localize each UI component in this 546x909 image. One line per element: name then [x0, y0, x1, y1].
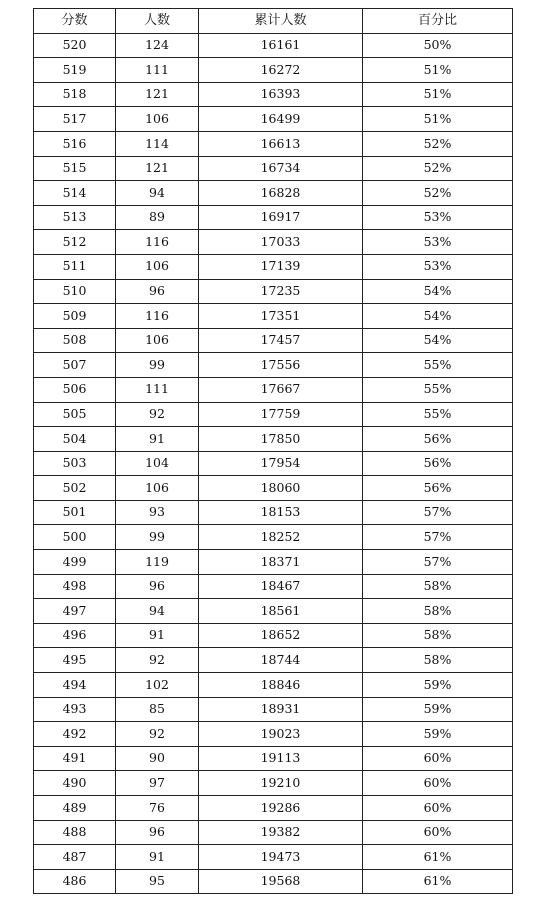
- cell-percent: 56%: [363, 476, 513, 501]
- table-row: [34, 722, 513, 747]
- cell-cumulative: 19210: [199, 771, 363, 796]
- cell-score: 503: [34, 451, 116, 476]
- table-row: [34, 869, 513, 894]
- cell-score: 494: [34, 673, 116, 698]
- cell-cumulative: 18652: [199, 623, 363, 648]
- cell-count: 94: [116, 181, 199, 206]
- cell-score: 514: [34, 181, 116, 206]
- cell-cumulative: 19473: [199, 845, 363, 870]
- cell-score: 502: [34, 476, 116, 501]
- cell-percent: 58%: [363, 648, 513, 673]
- cell-score: 512: [34, 230, 116, 255]
- cell-count: 111: [116, 58, 199, 83]
- header-cumulative: 累计人数: [199, 9, 363, 34]
- cell-percent: 58%: [363, 599, 513, 624]
- cell-cumulative: 17351: [199, 304, 363, 329]
- cell-percent: 59%: [363, 673, 513, 698]
- cell-percent: 58%: [363, 574, 513, 599]
- cell-count: 96: [116, 279, 199, 304]
- cell-score: 497: [34, 599, 116, 624]
- cell-percent: 57%: [363, 500, 513, 525]
- cell-count: 99: [116, 353, 199, 378]
- table-row: [34, 131, 513, 156]
- cell-score: 491: [34, 746, 116, 771]
- table-row: [34, 525, 513, 550]
- cell-score: 509: [34, 304, 116, 329]
- table-row: [34, 820, 513, 845]
- table-row: [34, 377, 513, 402]
- cell-cumulative: 17139: [199, 254, 363, 279]
- cell-score: 506: [34, 377, 116, 402]
- cell-cumulative: 16613: [199, 131, 363, 156]
- table-row: [34, 33, 513, 58]
- cell-score: 507: [34, 353, 116, 378]
- table-row: [34, 304, 513, 329]
- cell-cumulative: 18060: [199, 476, 363, 501]
- cell-cumulative: 19113: [199, 746, 363, 771]
- table-row: [34, 771, 513, 796]
- cell-score: 504: [34, 427, 116, 452]
- cell-score: 520: [34, 33, 116, 58]
- cell-percent: 54%: [363, 279, 513, 304]
- cell-count: 90: [116, 746, 199, 771]
- cell-percent: 52%: [363, 181, 513, 206]
- cell-count: 92: [116, 402, 199, 427]
- table-row: [34, 574, 513, 599]
- cell-cumulative: 16917: [199, 205, 363, 230]
- cell-count: 106: [116, 476, 199, 501]
- cell-score: 513: [34, 205, 116, 230]
- cell-percent: 55%: [363, 353, 513, 378]
- cell-count: 124: [116, 33, 199, 58]
- cell-score: 501: [34, 500, 116, 525]
- cell-percent: 53%: [363, 230, 513, 255]
- cell-cumulative: 17850: [199, 427, 363, 452]
- cell-percent: 52%: [363, 156, 513, 181]
- table-row: [34, 82, 513, 107]
- cell-percent: 50%: [363, 33, 513, 58]
- cell-cumulative: 16828: [199, 181, 363, 206]
- cell-score: 508: [34, 328, 116, 353]
- table-row: [34, 58, 513, 83]
- cell-count: 91: [116, 845, 199, 870]
- cell-score: 519: [34, 58, 116, 83]
- header-percent: 百分比: [363, 9, 513, 34]
- cell-percent: 51%: [363, 107, 513, 132]
- cell-score: 498: [34, 574, 116, 599]
- cell-percent: 55%: [363, 377, 513, 402]
- cell-score: 486: [34, 869, 116, 894]
- cell-count: 94: [116, 599, 199, 624]
- table-row: [34, 648, 513, 673]
- table-row: [34, 230, 513, 255]
- cell-cumulative: 16393: [199, 82, 363, 107]
- cell-cumulative: 18931: [199, 697, 363, 722]
- cell-count: 99: [116, 525, 199, 550]
- cell-percent: 51%: [363, 82, 513, 107]
- cell-cumulative: 18371: [199, 550, 363, 575]
- cell-score: 495: [34, 648, 116, 673]
- table-row: [34, 796, 513, 821]
- cell-percent: 52%: [363, 131, 513, 156]
- cell-percent: 57%: [363, 550, 513, 575]
- cell-percent: 61%: [363, 869, 513, 894]
- cell-score: 517: [34, 107, 116, 132]
- table-row: [34, 599, 513, 624]
- cell-count: 111: [116, 377, 199, 402]
- cell-percent: 55%: [363, 402, 513, 427]
- cell-cumulative: 16734: [199, 156, 363, 181]
- cell-cumulative: 17033: [199, 230, 363, 255]
- cell-count: 92: [116, 722, 199, 747]
- cell-score: 488: [34, 820, 116, 845]
- cell-percent: 57%: [363, 525, 513, 550]
- cell-percent: 53%: [363, 254, 513, 279]
- cell-score: 492: [34, 722, 116, 747]
- cell-percent: 60%: [363, 820, 513, 845]
- cell-count: 91: [116, 623, 199, 648]
- cell-percent: 56%: [363, 451, 513, 476]
- table-row: [34, 254, 513, 279]
- cell-cumulative: 19023: [199, 722, 363, 747]
- cell-score: 500: [34, 525, 116, 550]
- cell-count: 121: [116, 82, 199, 107]
- header-count: 人数: [116, 9, 199, 34]
- cell-count: 102: [116, 673, 199, 698]
- cell-cumulative: 17235: [199, 279, 363, 304]
- cell-score: 505: [34, 402, 116, 427]
- cell-percent: 60%: [363, 771, 513, 796]
- cell-count: 76: [116, 796, 199, 821]
- cell-cumulative: 18744: [199, 648, 363, 673]
- cell-count: 121: [116, 156, 199, 181]
- table-row: [34, 623, 513, 648]
- cell-count: 106: [116, 254, 199, 279]
- table-row: [34, 697, 513, 722]
- cell-percent: 54%: [363, 304, 513, 329]
- cell-count: 106: [116, 328, 199, 353]
- cell-percent: 60%: [363, 796, 513, 821]
- cell-percent: 60%: [363, 746, 513, 771]
- cell-cumulative: 18467: [199, 574, 363, 599]
- table-row: [34, 205, 513, 230]
- cell-percent: 58%: [363, 623, 513, 648]
- cell-count: 93: [116, 500, 199, 525]
- cell-cumulative: 18561: [199, 599, 363, 624]
- cell-count: 119: [116, 550, 199, 575]
- cell-count: 116: [116, 230, 199, 255]
- cell-score: 493: [34, 697, 116, 722]
- cell-score: 489: [34, 796, 116, 821]
- table-row: [34, 328, 513, 353]
- cell-count: 96: [116, 820, 199, 845]
- cell-cumulative: 17457: [199, 328, 363, 353]
- table-row: [34, 427, 513, 452]
- cell-count: 96: [116, 574, 199, 599]
- cell-score: 490: [34, 771, 116, 796]
- table-row: [34, 279, 513, 304]
- cell-cumulative: 17556: [199, 353, 363, 378]
- cell-score: 518: [34, 82, 116, 107]
- table-row: [34, 673, 513, 698]
- table-row: [34, 476, 513, 501]
- cell-score: 499: [34, 550, 116, 575]
- cell-count: 92: [116, 648, 199, 673]
- cell-count: 89: [116, 205, 199, 230]
- cell-count: 104: [116, 451, 199, 476]
- cell-count: 116: [116, 304, 199, 329]
- table-row: [34, 156, 513, 181]
- cell-percent: 56%: [363, 427, 513, 452]
- table-row: [34, 550, 513, 575]
- cell-cumulative: 16161: [199, 33, 363, 58]
- cell-cumulative: 17667: [199, 377, 363, 402]
- cell-score: 515: [34, 156, 116, 181]
- table-row: [34, 500, 513, 525]
- cell-percent: 54%: [363, 328, 513, 353]
- cell-count: 106: [116, 107, 199, 132]
- table-row: [34, 746, 513, 771]
- cell-count: 91: [116, 427, 199, 452]
- cell-cumulative: 19568: [199, 869, 363, 894]
- cell-cumulative: 18252: [199, 525, 363, 550]
- cell-score: 510: [34, 279, 116, 304]
- cell-count: 85: [116, 697, 199, 722]
- cell-cumulative: 18153: [199, 500, 363, 525]
- table-row: [34, 107, 513, 132]
- cell-count: 95: [116, 869, 199, 894]
- table-row: [34, 181, 513, 206]
- table-row: [34, 402, 513, 427]
- header-row: [34, 9, 513, 34]
- table-body: [34, 33, 513, 894]
- cell-count: 97: [116, 771, 199, 796]
- table-row: [34, 451, 513, 476]
- table-header: [34, 9, 513, 34]
- cell-cumulative: 17954: [199, 451, 363, 476]
- cell-score: 496: [34, 623, 116, 648]
- cell-cumulative: 19382: [199, 820, 363, 845]
- cell-cumulative: 18846: [199, 673, 363, 698]
- cell-cumulative: 16499: [199, 107, 363, 132]
- cell-score: 516: [34, 131, 116, 156]
- cell-percent: 59%: [363, 722, 513, 747]
- score-distribution-table: [33, 8, 513, 894]
- table-row: [34, 353, 513, 378]
- cell-cumulative: 17759: [199, 402, 363, 427]
- cell-percent: 59%: [363, 697, 513, 722]
- cell-score: 511: [34, 254, 116, 279]
- header-score: 分数: [34, 9, 116, 34]
- cell-percent: 53%: [363, 205, 513, 230]
- cell-percent: 51%: [363, 58, 513, 83]
- table-row: [34, 845, 513, 870]
- cell-percent: 61%: [363, 845, 513, 870]
- cell-count: 114: [116, 131, 199, 156]
- cell-cumulative: 16272: [199, 58, 363, 83]
- cell-score: 487: [34, 845, 116, 870]
- cell-cumulative: 19286: [199, 796, 363, 821]
